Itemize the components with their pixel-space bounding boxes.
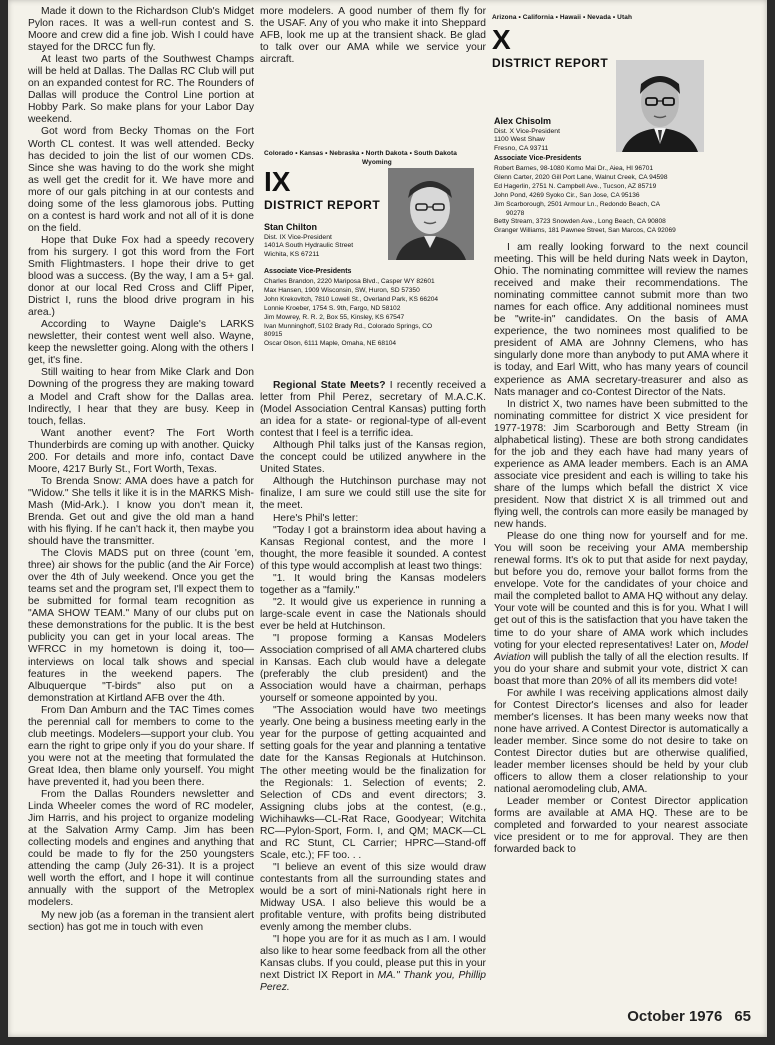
district-10-avp-list <box>494 165 748 236</box>
district-10-numeral: X <box>492 24 511 55</box>
district-9-vp-photo <box>388 168 474 260</box>
paragraph <box>260 380 486 440</box>
avp-entry: Jim Mowrey, R. R. 2, Box 55, Kinsley, KS 67547 <box>264 313 405 321</box>
paragraph: To Brenda Snow: AMA does have a patch for "Widow." She tells it like it is in the MARKS Mish-Mash (Mid-Ark.). I know you don't mean it, Brenda. Get out and give the old man a hand with his flying. If he can't hack it, then maybe you should have the transmitter. <box>28 475 254 548</box>
district-10-vp-name: Alex Chisolm <box>494 116 552 126</box>
avp-entry: Oscar Olson, 6111 Maple, Omaha, NE 68104 <box>264 340 397 348</box>
paragraph: Still waiting to hear from Mike Clark and Don Downing of the progress they are making toward a Model and Craft show for the Dallas area. Indirectly, I hear that they are busy. Keep in touch, fellas. <box>28 367 254 427</box>
district-9-header <box>264 150 486 166</box>
magazine-abbrev: MA <box>377 970 394 982</box>
paragraph: Got word from Becky Thomas on the Fort Worth CL contest. It was well attended. Becky has decided to join the list of our women CDs. Since she was having to do the work she might as well get the credit for it. We have more and more of our gals pitching in at our contests and doing some of the less glamorous jobs. Putting on a contest is hard work and not all of it is done on the field. <box>28 126 254 234</box>
paragraph: According to Wayne Daigle's LARKS newsletter, their contest went well also. Wayne, keep the newsletter going. Along with the others I get, it's fine. <box>28 319 254 367</box>
column-2-top <box>260 6 486 66</box>
paragraph: My new job (as a foreman in the transient alert section) has got me in touch with even <box>28 909 254 933</box>
paragraph: "2. It would give us experience in running a large-scale event in case the Nationals should ever be held at Hutchinson. <box>260 596 486 632</box>
district-10-vp-address-1: 1100 West Shaw <box>494 136 545 144</box>
magazine-page <box>8 0 767 1037</box>
paragraph: At least two parts of the Southwest Champs will be held at Dallas. The Dallas RC Club will put on an expanded contest for RC. The Rounders of Dallas will produce the Control Line portion at Hobby Park. So make plans for your Labor Day weekend. <box>28 54 254 126</box>
avp-entry: Ivan Munninghoff, 5102 Brady Rd., Colorado Springs, CO <box>264 322 433 330</box>
column-2-article <box>260 380 486 994</box>
page-number: 65 <box>734 1008 751 1025</box>
avp-entry: Robert Barnes, 98-1080 Komo Mai Dr., Aiea, HI 96701 <box>494 165 654 172</box>
paragraph: Although Phil talks just of the Kansas region, the concept could be utilized anywhere in the United States. <box>260 440 486 476</box>
paragraph <box>494 531 748 688</box>
lead-text: I recently received a letter from Phil Perez, secretary of M.A.C.K. (Model Association Central Kansas) putting forth an idea for a state- or regional-type of all-event contest that I feel is a terrific idea. <box>260 380 486 440</box>
avp-entry: Charles Brandon, 2220 Mariposa Blvd., Casper WY 82601 <box>264 278 435 285</box>
paragraph: "I propose forming a Kansas Modelers Association comprised of all AMA chartered clubs in Kansas. Each club would have a delegate (preferably the club president) and the Association would have a chairman, perhaps yourself or someone appointed by you. <box>260 632 486 705</box>
district-10-vp-photo <box>616 60 704 152</box>
paragraph: "1. It would bring the Kansas modelers together as a "family." <box>260 572 486 596</box>
district-10-vp-info <box>494 116 614 153</box>
district-10-avp-block <box>494 152 748 236</box>
portrait-icon <box>388 168 474 260</box>
district-10-states: Arizona • California • Hawaii • Nevada • Utah <box>492 14 633 21</box>
paragraph: Although the Hutchinson purchase may not finalize, I am sure we could still use the site for the meet. <box>260 476 486 512</box>
district-9-vp-name: Stan Chilton <box>264 222 317 232</box>
avp-entry: 90278 <box>506 209 525 217</box>
text-run: will publish the tally of all the election results. If you do your share and submit your vote, district X can boast that more than 20% of all its members did vote! <box>494 651 748 687</box>
paragraph <box>260 934 486 994</box>
paragraph: For awhile I was receiving applications almost daily for Contest Director's licenses and also for leader member's licenses. It has been many weeks now that none have arrived. A Contest Director is automatically a leader member. Since some do not desire to take on Contest Director duties but are otherwise qualified, leader member licenses should be held by your club officers to allow them a closer relationship to your national aeromodeling club, AMA. <box>494 687 748 796</box>
district-9-states: Colorado • Kansas • Nebraska • North Dakota • South Dakota <box>264 150 457 157</box>
paragraph: In district X, two names have been submitted to the nominating committee for district X vice president for 1977-1978: Jim Scarborough and Betty Stream (in alphabetical listing). These are both strong candidates for the job and they each have had many years of experience as AMA leader members. Each is an AMA associate vice president and each is willing to take his share of the lumps which befall the district X vice president. Now that district X is all trimmed out and flying well, the controls can more easily be managed by new hands. <box>494 398 748 531</box>
paragraph: Want another event? The Fort Worth Thunderbirds are coming up with another. Quicky 200. For details and more info, contact Dave Moore, 4217 Burly St., Fort Worth, Texas. <box>28 427 254 475</box>
paragraph: "Today I got a brainstorm idea about having a Kansas Regional contest, and the more I thought, the more feasible it sounded. A contest of this type would accomplish at least two things: <box>260 524 486 572</box>
district-9-avp-heading: Associate Vice-Presidents <box>264 268 352 275</box>
column-1 <box>28 6 254 934</box>
issue-date: October 1976 <box>627 1008 723 1025</box>
district-10-vp-address-2: Fresno, CA 93711 <box>494 144 549 152</box>
district-9-vp-address-1: 1401A South Hydraulic Street <box>264 242 354 250</box>
district-9-title-block <box>264 168 380 212</box>
district-9-vp-address-2: Wichita, KS 67211 <box>264 250 320 258</box>
district-9-states-2: Wyoming <box>362 159 392 166</box>
avp-entry: Max Hansen, 1909 Wisconsin, SW, Huron, SD 57350 <box>264 286 420 294</box>
text-run: Please do one thing now for yourself and for me. You will soon be receiving your AMA membership renewal forms. It's ok to put that aside for next payday, but before you do, remove your ballot forms from the envelope. Vote for the candidates of your choice and mail the completed ballot to AMA HQ without any delay. Your vote will be counted and this is for you. What I will get out of this is the satisfaction that you have taken the time to do your share of AMA work which includes voting for your elected representatives! Later on, <box>494 531 748 651</box>
paragraph: "The Association would have two meetings yearly. One being a business meeting early in the year for the purpose of getting acquainted and setting goals for the year and planning a tentative date for the Kansas Regionals at Hutchinson. The other meeting would be the finalization for the Regionals: 1. Selection of events; 2. Selection of CDs and event directors; 3. Assigning clubs jobs at the contest, (e.g., Wichihawks—CL-Rat Race, Goodyear; Witchita RC—Pylon-Sport, Form. I, and QM; MACK—CL and RC Stunt, CL Carrier; HPRC—Stand-off Scale, etc.); FF too. . . <box>260 705 486 861</box>
avp-entry: Jim Scarborough, 2501 Armour Ln., Redondo Beach, CA <box>494 200 661 208</box>
avp-entry: 80915 <box>264 331 283 339</box>
district-10-title-block <box>492 26 608 70</box>
paragraph: I am really looking forward to the next council meeting. This will be held during Nats week in Dayton, Ohio. The nominating committee will review the names received and make their recommendations. The nominating committee cannot submit more than two names for each office. Any additional nominees must be "write-in" candidates. On the basis of AMA experience, the two nominees most qualified to be president of AMA are Johnny Clemens, who has singularly done more than anybody to put AMA where it is today, and Earl Witt, who has many years of council experience as AMA secretary-treasurer and also as Nats manager and co-Contest Director of the Nats. <box>494 242 748 398</box>
page-footer <box>627 1008 751 1025</box>
paragraph: "I believe an event of this size would draw contestants from all the surrounding states and would be a sort of mini-Nationals right here in Midway USA. I also believe this would be a profitable venture, with profits being distributed evenly among the member clubs. <box>260 861 486 934</box>
district-10-header <box>492 14 632 21</box>
text-run: "I hope you are for it as much as I am. I would also like to hear some feedback from all the other Kansas clubs. If you could, please put this in your next District IX Report in <box>260 934 486 982</box>
portrait-icon <box>616 60 704 152</box>
avp-entry: John Pond, 4269 Syoko Cir., San Jose, CA 95136 <box>494 191 640 199</box>
paragraph: Here's Phil's letter: <box>273 512 359 524</box>
paragraph: Leader member or Contest Director application forms are available at AMA HQ. These are to be completed and forwarded to your nearest associate vice president or to me for approval. They are then forwarded back to <box>494 796 748 856</box>
paragraph: The Clovis MADS put on three (count 'em, three) air shows for the public (and the Air Force) over the 4th of July weekend. Once you get the teams set and the program set, I'll expect them to be submitted for formal team recognition as "AMA SHOW TEAM." Many of our clubs put on these demonstrations for the public. It is the best publicity you can get in your local areas. The WFRCC in my hometown is doing it, too—interviews on local talk shows and special features in the weekend papers. The Albuquerque "T-birds" also put on a demonstration at Kirtland AFB over the 4th. <box>28 548 254 704</box>
district-9-numeral: IX <box>264 166 291 197</box>
avp-entry: Lonnie Kroeber, 1754 S. 9th, Fargo, ND 58102 <box>264 304 401 312</box>
district-9-avp-list <box>264 278 490 349</box>
paragraph: Hope that Duke Fox had a speedy recovery from his surgery. I got this word from the Fort Smith Flightmasters. I hope their drive to get blood was a success. (By the way, I am a 5+ gal. donor at our local Red Cross and Cliff Piper, District I, runs the blood drive program in his area.) <box>28 234 254 319</box>
paragraph: Made it down to the Richardson Club's Midget Pylon races. It was a well-run contest and S. Moore and crew did a fine job. Wish I could have stayed for the DRCC fun fly. <box>28 6 254 54</box>
column-3 <box>494 242 748 856</box>
district-10-avp-heading: Associate Vice-Presidents <box>494 155 582 162</box>
avp-entry: Ed Hagerlin, 2751 N. Campbell Ave., Tucson, AZ 85719 <box>494 182 657 190</box>
district-10-vp-title: Dist. X Vice-President <box>494 128 560 135</box>
district-9-vp-title: Dist. IX Vice-President <box>264 234 332 241</box>
district-9-avp-block <box>264 265 490 349</box>
paragraph: more modelers. A good number of them fly for the USAF. Any of you who make it into Sheppard AFB, look me up at the transient shack. Be glad to talk over our AMA while we service your aircraft. <box>260 6 486 66</box>
avp-entry: Betty Stream, 3723 Snowden Ave., Long Beach, CA 90808 <box>494 218 666 226</box>
district-9-vp-info <box>264 222 388 259</box>
signoff: ." Thank you, Phillip Perez. <box>260 970 487 994</box>
avp-entry: Granger Williams, 181 Pawnee Street, San Marcos, CA 92069 <box>494 227 676 235</box>
paragraph: From the Dallas Rounders newsletter and Linda Wheeler comes the word of RC modeler, Jim Harris, and his project to organize modeling at the Salvation Army Camp. Jim has been collecting models and engines and anything that could be made to fly for the 250 youngsters attending the camp (July 26-31). It is a project well worth the effort, and I hope it will continue annually with the support of the Metroplex modelers. <box>28 789 254 909</box>
paragraph: From Dan Amburn and the TAC Times comes the perennial call for members to come to the club meetings. Modelers—support your club. You earn the right to gripe only if you do your share. If you were not at the meeting that formulated the Great Idea, then blame only yourself. You might have prevented it, had you been there. <box>28 704 254 788</box>
avp-entry: Glenn Carter, 2020 Gill Port Lane, Walnut Creek, CA 94598 <box>494 173 668 181</box>
avp-entry: John Krekovitch, 7810 Lowell St., Overland Park, KS 66204 <box>264 295 439 303</box>
section-heading: Regional State Meets? <box>273 380 386 391</box>
district-9-title: DISTRICT REPORT <box>264 198 381 212</box>
magazine-title: Model Aviation <box>494 639 748 663</box>
district-10-title: DISTRICT REPORT <box>492 56 609 70</box>
